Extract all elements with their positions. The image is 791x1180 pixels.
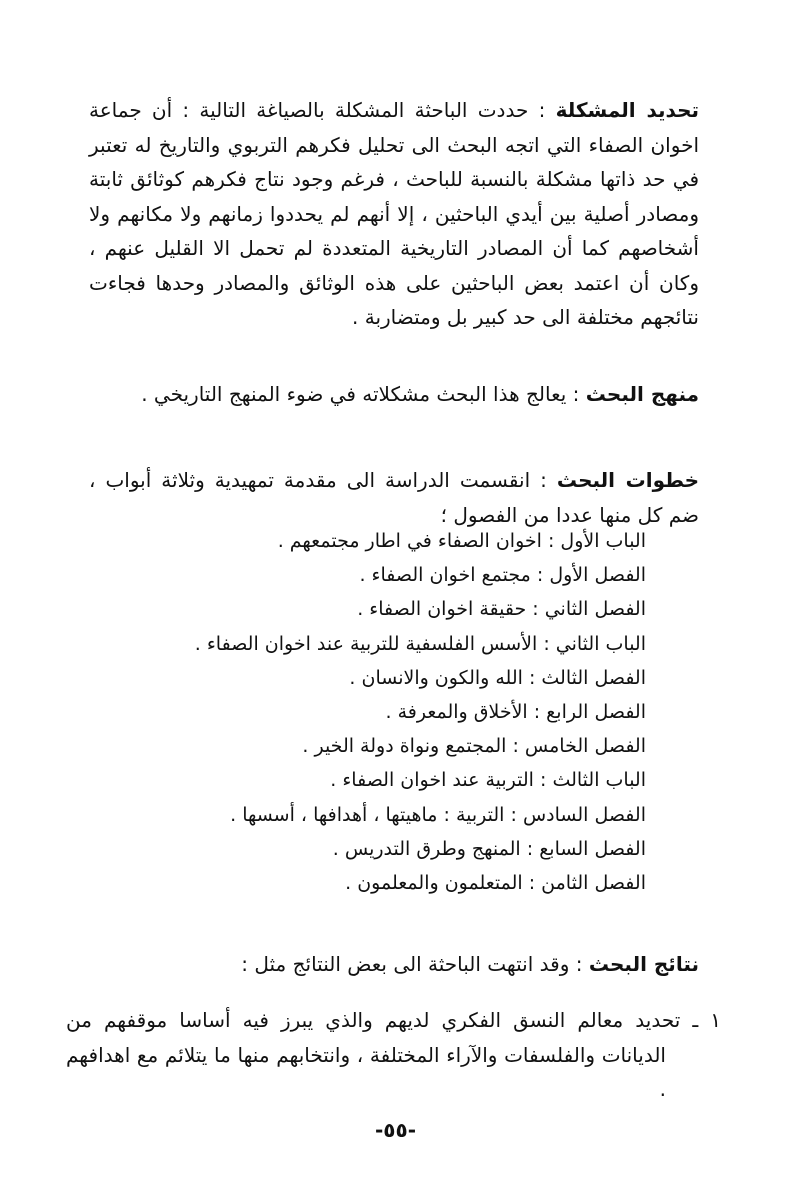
chapter-list-item: الفصل السابع : المنهج وطرق التدريس . xyxy=(332,837,646,860)
problem-text: : حددت الباحثة المشكلة بالصياغة التالية : أن جماعة اخوان الصفاء التي اتجه البحث الى تحليل فكرهم التربوي والتاريخ له تعتبر في حد ذاتها مشكلة بالنسبة للباحث ، فرغم وجود نتاج فكرهم كوثائق ثابتة ومصادر أصلية بين أيدي الباحثين ، إلا أنهم لم يحددوا زمانهم ولا مكانهم ولا أشخاصهم كما أن المصادر التاريخية المتعددة لم تحمل الا القليل عنهم ، وكان أن اعتمد بعض الباحثين على هذه الوثائق والمصادر وحدها فجاءت نتائجهم مختلفة الى حد كبير بل ومتضاربة . xyxy=(89,98,699,329)
finding-item: ١ ـ تحديد معالم النسق الفكري لديهم والذي يبرز فيه أساسا موقفهم من الديانات والفلسفات والآراء المختلفة ، وانتخابهم منها ما يتلائم مع اهدافهم . xyxy=(66,1008,721,1101)
chapter-list-item: الفصل الرابع : الأخلاق والمعرفة . xyxy=(385,701,646,724)
results-heading: نتائج البحث xyxy=(588,952,699,976)
chapter-list-item: الباب الأول : اخوان الصفاء في اطار مجتمعهم . xyxy=(277,530,646,552)
chapter-list-item: الفصل الثالث : الله والكون والانسان . xyxy=(349,666,646,689)
chapter-list-item: الباب الثاني : الأسس الفلسفية للتربية عند اخوان الصفاء . xyxy=(194,632,646,655)
page-number: -٥٥- xyxy=(374,1118,417,1142)
chapter-list-item: الفصل الأول : مجتمع اخوان الصفاء . xyxy=(359,564,646,587)
chapter-list-item: الفصل الثامن : المتعلمون والمعلمون . xyxy=(345,872,646,895)
steps-text: : انقسمت الدراسة الى مقدمة تمهيدية وثلاثة أبواب ، ضم كل منها عددا من الفصول ؛ xyxy=(89,468,699,527)
method-paragraph xyxy=(89,377,699,412)
chapter-list-item: الفصل الثاني : حقيقة اخوان الصفاء . xyxy=(357,598,646,621)
method-text: : يعالج هذا البحث مشكلاته في ضوء المنهج التاريخي . xyxy=(141,382,586,406)
problem-heading: تحديد المشكلة xyxy=(555,98,699,122)
results-text: : وقد انتهت الباحثة الى بعض النتائج مثل : xyxy=(241,952,589,976)
results-paragraph xyxy=(89,947,699,982)
chapter-list-item: الفصل الخامس : المجتمع ونواة دولة الخير . xyxy=(302,735,646,758)
steps-heading: خطوات البحث xyxy=(556,468,700,492)
method-heading: منهج البحث xyxy=(585,382,699,406)
chapter-list-item: الفصل السادس : التربية : ماهيتها ، أهدافها ، أسسها . xyxy=(230,803,646,826)
chapter-list xyxy=(195,524,646,900)
steps-paragraph xyxy=(89,463,699,532)
problem-paragraph xyxy=(89,93,699,335)
chapter-list-item: الباب الثالث : التربية عند اخوان الصفاء . xyxy=(330,769,646,792)
